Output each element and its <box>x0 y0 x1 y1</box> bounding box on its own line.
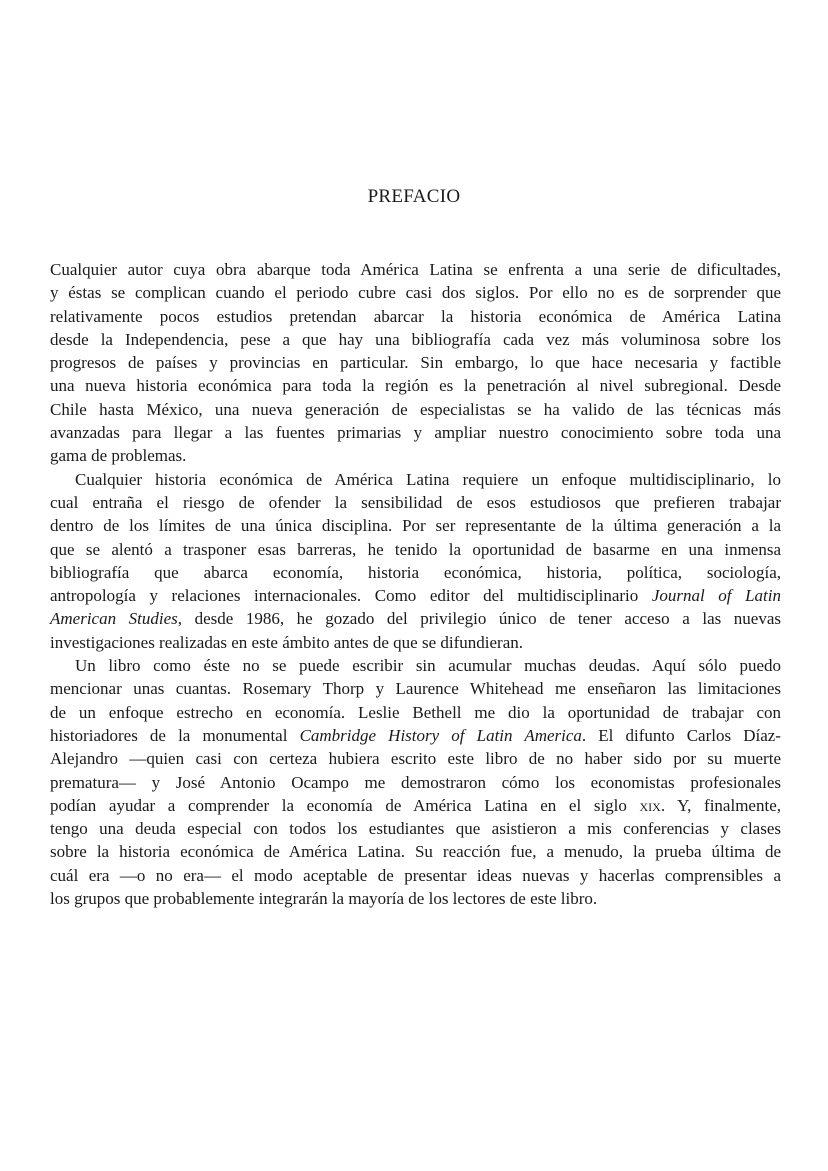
text-line <box>50 584 781 607</box>
text-line <box>50 607 781 630</box>
text-segment: investigaciones realizadas en este ámbito antes de que se difundieran. <box>50 632 523 652</box>
text-segment: dentro de los límites de una única disciplina. Por ser representante de la última generación a la <box>50 516 781 536</box>
text-segment: mencionar unas cuantas. Rosemary Thorp y Laurence Whitehead me enseñaron las limitaciones <box>50 679 781 699</box>
text-segment: de un enfoque estrecho en economía. Leslie Bethell me dio la oportunidad de trabajar con <box>50 702 781 722</box>
text-segment: Un libro como éste no se puede escribir sin acumular muchas deudas. Aquí sólo puedo <box>75 656 781 676</box>
text-segment: relativamente pocos estudios pretendan abarcar la historia económica de América Latina <box>50 306 781 326</box>
text-segment: una nueva historia económica para toda la región es la penetración al nivel subregional. Desde <box>50 376 781 396</box>
text-segment: progresos de países y provincias en particular. Sin embargo, lo que hace necesaria y factible <box>50 353 781 373</box>
text-segment: , desde 1986, he gozado del privilegio único de tener acceso a las nuevas <box>177 609 781 629</box>
text-line <box>50 887 781 910</box>
text-line <box>50 677 781 700</box>
text-segment: antropología y relaciones internacionales. Como editor del multidisciplinario <box>50 586 652 606</box>
text-segment: historiadores de la monumental <box>50 725 300 745</box>
text-line <box>50 398 781 421</box>
text-line <box>50 654 781 677</box>
paragraph <box>50 468 781 654</box>
text-line <box>50 305 781 328</box>
italic-title-text: Cambridge History of Latin America <box>299 725 582 745</box>
paragraph <box>50 258 781 468</box>
text-line <box>50 281 781 304</box>
text-line <box>50 421 781 444</box>
text-line <box>50 491 781 514</box>
text-segment: y éstas se complican cuando el periodo cubre casi dos siglos. Por ello no es de sorprender que <box>50 283 781 303</box>
text-segment: cuál era —o no era— el modo aceptable de presentar ideas nuevas y hacerlas comprensibles a <box>50 865 781 885</box>
text-line <box>50 747 781 770</box>
text-line <box>50 840 781 863</box>
text-segment: gama de problemas. <box>50 446 187 466</box>
paragraph <box>50 654 781 910</box>
italic-title-text: Journal of Latin <box>651 586 781 606</box>
text-line <box>50 701 781 724</box>
preface-body <box>50 258 781 910</box>
text-line <box>50 444 781 467</box>
text-line <box>50 514 781 537</box>
text-segment: desde la Independencia, pese a que hay una bibliografía cada vez más voluminosa sobre los <box>50 329 781 349</box>
text-segment: tengo una deuda especial con todos los estudiantes que asistieron a mis conferencias y clases <box>50 819 781 839</box>
text-segment: . El difunto Carlos Díaz- <box>581 725 781 745</box>
text-segment: prematura— y José Antonio Ocampo me demostraron cómo los economistas profesionales <box>50 772 781 792</box>
text-line <box>50 817 781 840</box>
text-line <box>50 374 781 397</box>
text-segment: Chile hasta México, una nueva generación de especialistas se ha valido de las técnicas más <box>50 399 781 419</box>
text-segment: Alejandro —quien casi con certeza hubiera escrito este libro de no haber sido por su muerte <box>50 749 781 769</box>
page-title: PREFACIO <box>367 186 461 207</box>
century-numeral: xix <box>639 795 661 815</box>
text-segment: Cualquier autor cuya obra abarque toda América Latina se enfrenta a una serie de dificultades, <box>50 260 781 279</box>
text-segment: bibliografía que abarca economía, historia económica, historia, política, sociología, <box>50 562 781 582</box>
text-segment: cual entraña el riesgo de ofender la sensibilidad de esos estudiosos que prefieren trabajar <box>50 492 781 512</box>
text-segment: podían ayudar a comprender la economía de América Latina en el siglo xix. Y, finalmente, <box>50 795 781 815</box>
text-line <box>50 724 781 747</box>
text-segment: los grupos que probablemente integrarán la mayoría de los lectores de este libro. <box>50 889 598 909</box>
text-line <box>50 561 781 584</box>
text-line <box>50 794 781 817</box>
text-line <box>50 351 781 374</box>
text-segment: Cualquier historia económica de América Latina requiere un enfoque multidisciplinario, lo <box>75 469 781 489</box>
text-line <box>50 328 781 351</box>
text-line <box>50 864 781 887</box>
text-segment: avanzadas para llegar a las fuentes primarias y ampliar nuestro conocimiento sobre toda una <box>50 423 781 443</box>
text-line <box>50 468 781 491</box>
text-line <box>50 538 781 561</box>
text-line <box>50 258 781 281</box>
text-segment: que se alentó a trasponer esas barreras, he tenido la oportunidad de basarme en una inmensa <box>50 539 781 559</box>
italic-title-text: American Studies <box>50 609 178 629</box>
text-line <box>50 631 781 654</box>
text-line <box>50 771 781 794</box>
text-segment: sobre la historia económica de América Latina. Su reacción fue, a menudo, la prueba última de <box>50 842 781 862</box>
